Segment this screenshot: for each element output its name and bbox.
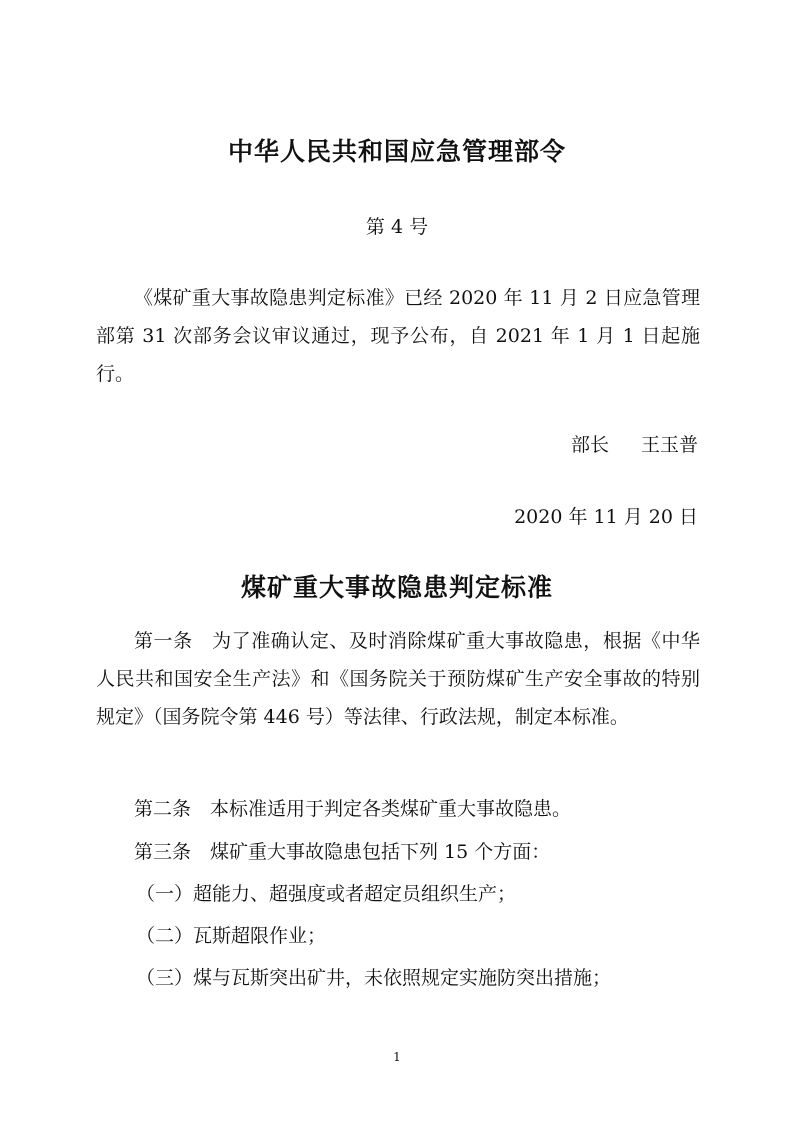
decree-date: 2020 年 11 月 20 日 [514,506,698,528]
list-item: （一）超能力、超强度或者超定员组织生产； [136,883,517,905]
standard-title: 煤矿重大事故隐患判定标准 [240,573,553,602]
decree-paragraph: 《煤矿重大事故隐患判定标准》已经 2020 年 11 月 2 日应急管理部第 31 次部务会议审议通过，现予公布，自 2021 年 1 月 1 日起施行。 [96,287,700,385]
order-number: 第 4 号 [365,216,429,238]
signer-title: 部长 [570,434,609,456]
signer-name: 王玉普 [640,434,698,456]
article-3: 第三条 煤矿重大事故隐患包括下列 15 个方面： [134,841,551,863]
article-1: 第一条 为了准确认定、及时消除煤矿重大事故隐患，根据《中华人民共和国安全生产法》和《国务院关于预防煤矿生产安全事故的特别规定》（国务院令第 446 号）等法律、行政法规，制定本标准。 [96,630,700,728]
signature [571,426,698,464]
list-item: （三）煤与瓦斯突出矿井，未依照规定实施防突出措施； [136,967,612,989]
list-item: （二）瓦斯超限作业； [136,925,327,947]
article-2: 第二条 本标准适用于判定各类煤矿重大事故隐患。 [134,798,572,820]
page-number: 1 [393,1050,401,1064]
decree-title: 中华人民共和国应急管理部令 [227,137,566,166]
